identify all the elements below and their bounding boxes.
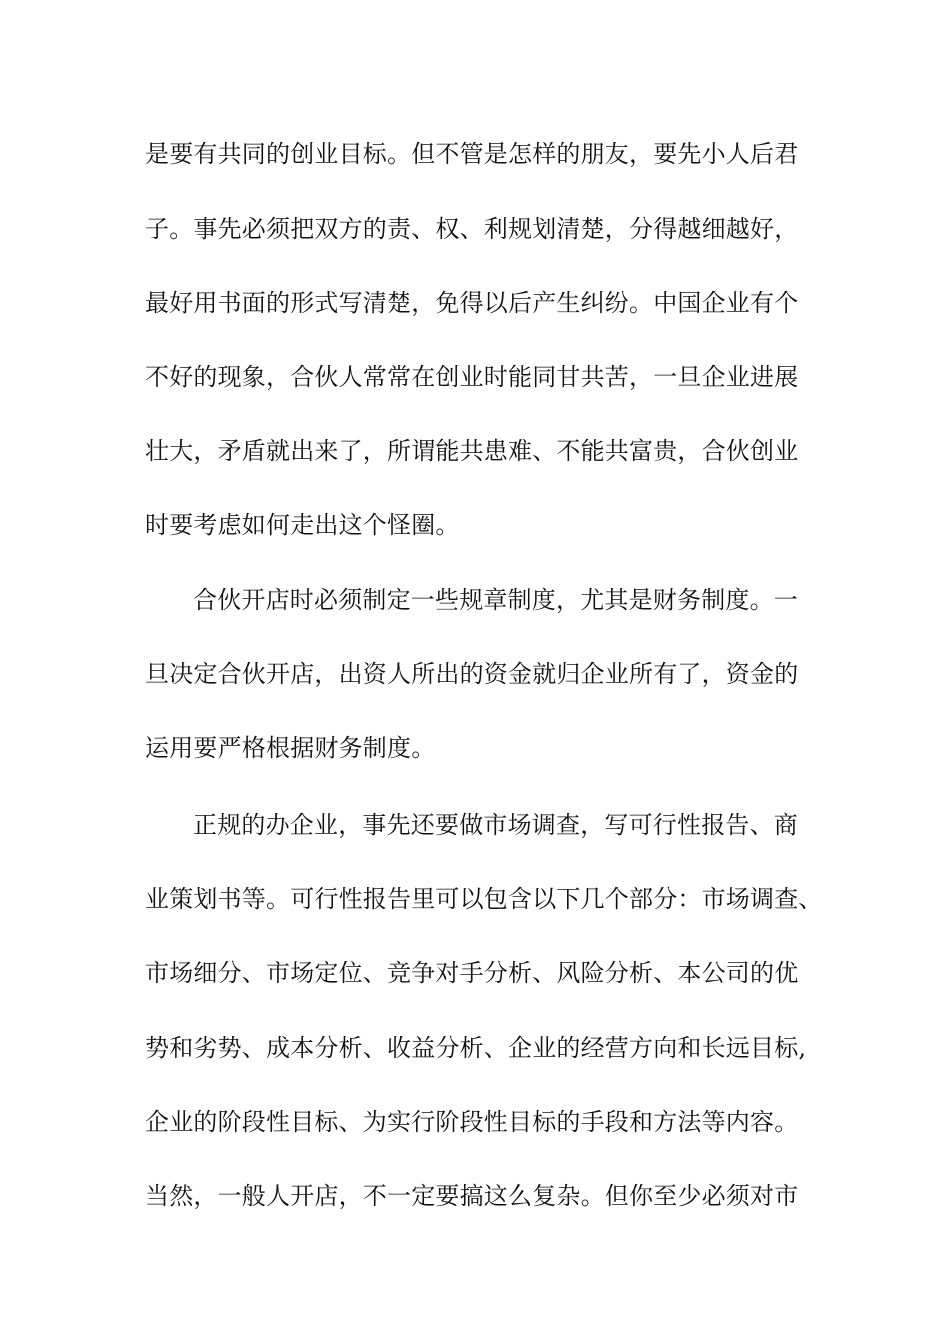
text-line: 市场细分、市场定位、竞争对手分析、风险分析、本公司的优 bbox=[145, 959, 799, 987]
text-line: 业策划书等。可行性报告里可以包含以下几个部分：市场调查、 bbox=[145, 885, 823, 913]
text-line: 旦决定合伙开店，出资人所出的资金就归企业所有了，资金的 bbox=[145, 660, 799, 688]
text-line: 当然，一般人开店，不一定要搞这么复杂。但你至少必须对市 bbox=[145, 1182, 799, 1210]
text-line: 时要考虑如何走出这个怪圈。 bbox=[145, 511, 460, 539]
text-line: 最好用书面的形式写清楚，免得以后产生纠纷。中国企业有个 bbox=[145, 289, 799, 317]
text-line: 是要有共同的创业目标。但不管是怎样的朋友，要先小人后君 bbox=[145, 140, 799, 168]
text-line: 合伙开店时必须制定一些规章制度，尤其是财务制度。一 bbox=[193, 586, 798, 614]
text-line: 势和劣势、成本分析、收益分析、企业的经营方向和长远目标, bbox=[145, 1034, 807, 1062]
text-line: 子。事先必须把双方的责、权、利规划清楚，分得越细越好， bbox=[145, 215, 799, 243]
text-line: 壮大，矛盾就出来了，所谓能共患难、不能共富贵，合伙创业 bbox=[145, 437, 799, 465]
text-line: 正规的办企业，事先还要做市场调查，写可行性报告、商 bbox=[193, 811, 798, 839]
text-line: 运用要严格根据财务制度。 bbox=[145, 734, 436, 762]
text-line: 不好的现象，合伙人常常在创业时能同甘共苦，一旦企业进展 bbox=[145, 363, 799, 391]
text-line: 企业的阶段性目标、为实行阶段性目标的手段和方法等内容。 bbox=[145, 1108, 799, 1136]
